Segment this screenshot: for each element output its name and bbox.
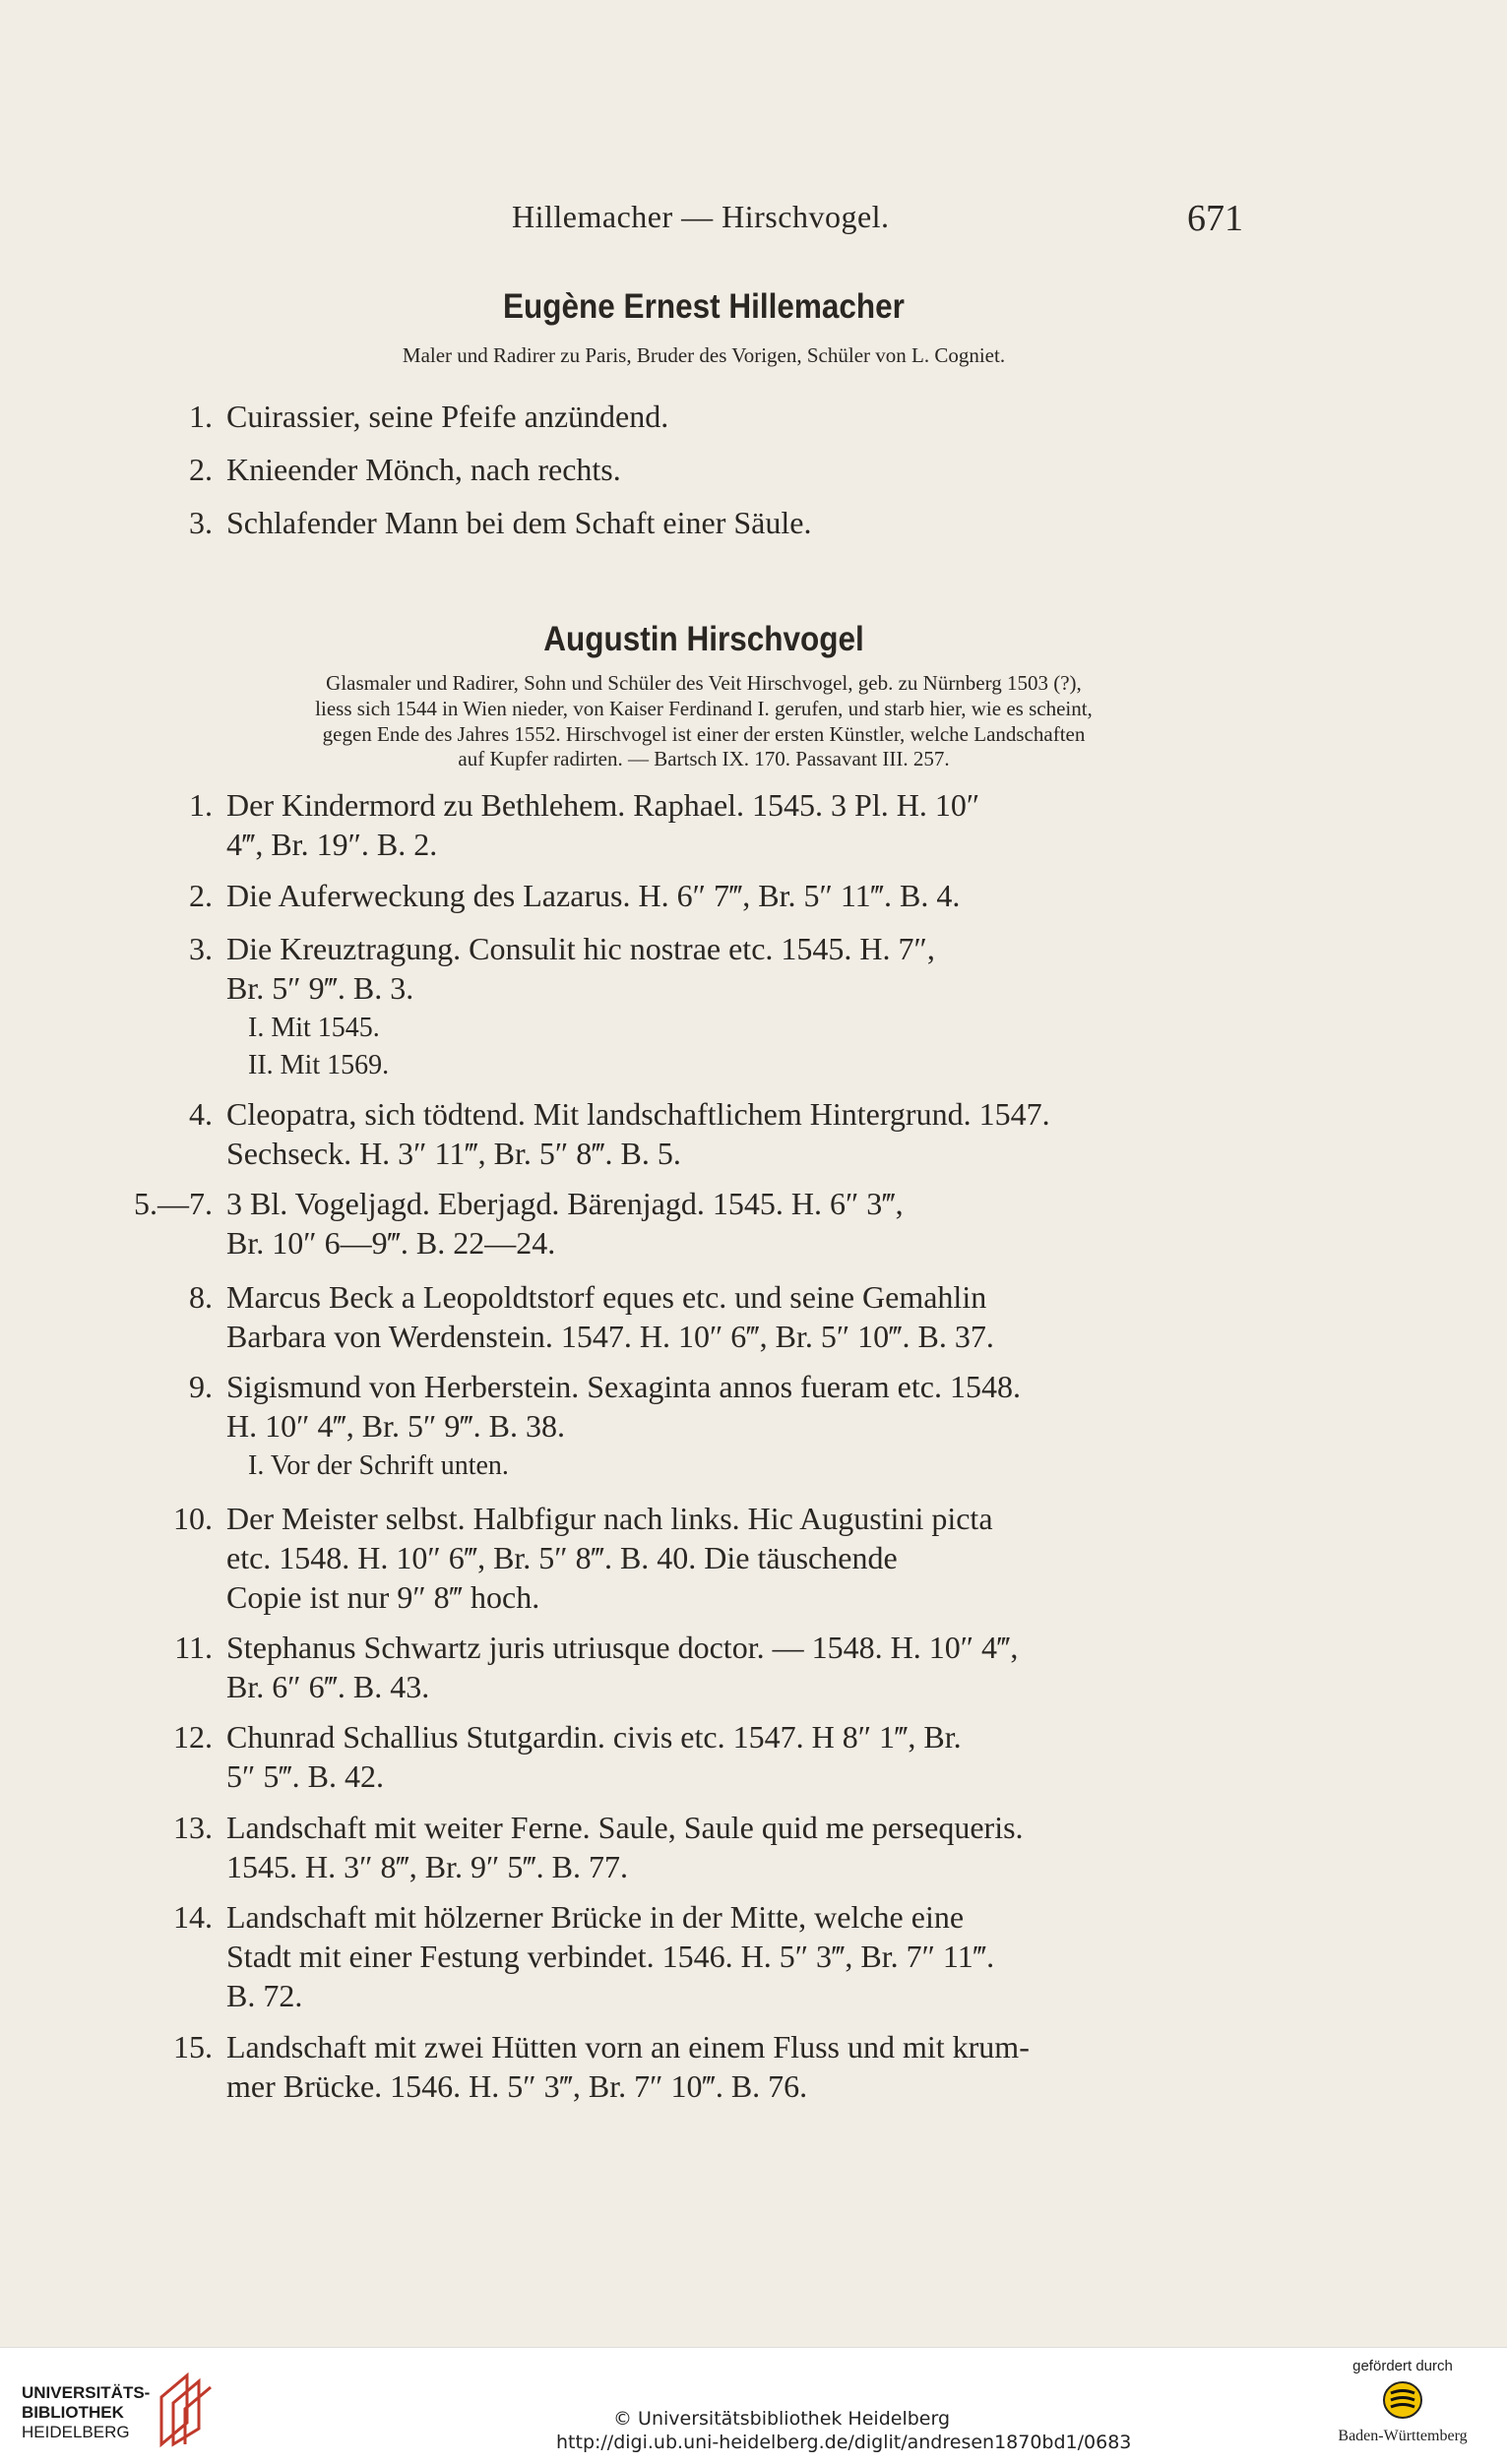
artist-description-hillemacher: Maler und Radirer zu Paris, Bruder des Vorigen, Schüler von L. Cogniet.	[402, 343, 1006, 367]
entry-number: 2.	[189, 452, 213, 487]
entry-number: 13.	[173, 1810, 213, 1845]
entry-number: 5.—7.	[134, 1186, 213, 1221]
state-crest-icon	[1381, 2378, 1424, 2422]
sponsor-block	[1324, 2358, 1481, 2445]
copyright-notice: © Universitätsbibliothek Heidelberg	[613, 2408, 951, 2430]
description-line: liess sich 1544 in Wien nieder, von Kaiser Ferdinand I. gerufen, und starb hier, wie es scheint,	[315, 697, 1093, 720]
entry-text-line: Der Meister selbst. Halbfigur nach links. Hic Augustini picta	[226, 1501, 993, 1536]
entry-text-line: Die Kreuztragung. Consulit hic nostrae etc. 1545. H. 7″,	[226, 931, 935, 966]
entry-text-line: Die Auferweckung des Lazarus. H. 6″ 7‴, Br. 5″ 11‴. B. 4.	[226, 878, 961, 913]
entry-text-line: Br. 5″ 9‴. B. 3.	[226, 970, 414, 1006]
entry-text-line: 4‴, Br. 19″. B. 2.	[226, 827, 438, 862]
library-logo-line-1: UNIVERSITÄTS-	[22, 2383, 151, 2402]
page-number: 671	[1187, 198, 1243, 239]
entry-number: 12.	[173, 1719, 213, 1755]
entry-text-line: B. 72.	[226, 1978, 303, 2013]
entry-text-line: Cleopatra, sich tödtend. Mit landschaftlichem Hintergrund. 1547.	[226, 1096, 1050, 1132]
description-line: Glasmaler und Radirer, Sohn und Schüler des Veit Hirschvogel, geb. zu Nürnberg 1503 (?),	[326, 671, 1082, 695]
entry-text-line: H. 10″ 4‴, Br. 5″ 9‴. B. 38.	[226, 1408, 565, 1444]
library-logo[interactable]	[20, 2362, 217, 2452]
sponsor-label: gefördert durch	[1352, 2358, 1453, 2374]
entry-text-line: Landschaft mit hölzerner Brücke in der Mitte, welche eine	[226, 1899, 965, 1935]
entry-text-line: Schlafender Mann bei dem Schaft einer Säule.	[226, 505, 812, 540]
entry-number: 14.	[173, 1899, 213, 1935]
entry-state-note: I. Vor der Schrift unten.	[248, 1450, 509, 1481]
entry-text-line: Br. 6″ 6‴. B. 43.	[226, 1669, 430, 1704]
entry-text-line: Stephanus Schwartz juris utriusque doctor. — 1548. H. 10″ 4‴,	[226, 1630, 1019, 1665]
description-line: auf Kupfer radirten. — Bartsch IX. 170. Passavant III. 257.	[458, 747, 950, 770]
entry-text-line: Chunrad Schallius Stutgardin. civis etc. 1547. H 8″ 1‴, Br.	[226, 1719, 962, 1755]
entry-text-line: Barbara von Werdenstein. 1547. H. 10″ 6‴, Br. 5″ 10‴. B. 37.	[226, 1319, 994, 1354]
entry-state-note: I. Mit 1545.	[248, 1013, 380, 1043]
entry-text-line: Sigismund von Herberstein. Sexaginta annos fueram etc. 1548.	[226, 1369, 1021, 1404]
entry-text-line: etc. 1548. H. 10″ 6‴, Br. 5″ 8‴. B. 40. Die täuschende	[226, 1540, 898, 1575]
entry-text-line: Knieender Mönch, nach rechts.	[226, 452, 621, 487]
entry-number: 3.	[189, 505, 213, 540]
entry-number: 3.	[189, 931, 213, 966]
entry-text-line: Br. 10″ 6—9‴. B. 22—24.	[226, 1225, 556, 1261]
library-logo-line-3: HEIDELBERG	[22, 2423, 130, 2441]
library-emblem-icon	[150, 2368, 219, 2448]
entry-text-line: Stadt mit einer Festung verbindet. 1546. H. 5″ 3‴, Br. 7″ 11‴.	[226, 1939, 995, 1974]
running-title: Hillemacher — Hirschvogel.	[512, 199, 890, 234]
sponsor-name: Baden-Württemberg	[1338, 2428, 1468, 2444]
entry-text-line: Marcus Beck a Leopoldtstorf eques etc. und seine Gemahlin	[226, 1279, 987, 1315]
entry-number: 11.	[174, 1630, 213, 1665]
entry-state-note: II. Mit 1569.	[248, 1050, 390, 1080]
library-logo-line-2: BIBLIOTHEK	[22, 2403, 124, 2422]
entry-number: 8.	[189, 1279, 213, 1315]
artist-heading-hirschvogel: Augustin Hirschvogel	[543, 620, 864, 658]
entry-number: 4.	[189, 1096, 213, 1132]
entry-text-line: Der Kindermord zu Bethlehem. Raphael. 1545. 3 Pl. H. 10″	[226, 787, 980, 823]
entry-number: 1.	[189, 399, 213, 434]
entry-number: 9.	[189, 1369, 213, 1404]
footer-bar	[0, 2347, 1507, 2464]
entry-text-line: 3 Bl. Vogeljagd. Eberjagd. Bärenjagd. 1545. H. 6″ 3‴,	[226, 1186, 904, 1221]
entry-text-line: 5″ 5‴. B. 42.	[226, 1758, 384, 1794]
entry-text-line: Landschaft mit zwei Hütten vorn an einem Fluss und mit krum-	[226, 2029, 1030, 2064]
description-line: gegen Ende des Jahres 1552. Hirschvogel ist einer der ersten Künstler, welche Landschaften	[322, 722, 1086, 746]
entry-number: 2.	[189, 878, 213, 913]
entry-text-line: mer Brücke. 1546. H. 5″ 3‴, Br. 7″ 10‴. B. 76.	[226, 2068, 808, 2104]
entry-text-line: Sechseck. H. 3″ 11‴, Br. 5″ 8‴. B. 5.	[226, 1136, 681, 1171]
entry-number: 10.	[173, 1501, 213, 1536]
entry-text-line: Landschaft mit weiter Ferne. Saule, Saule quid me persequeris.	[226, 1810, 1024, 1845]
entry-text-line: 1545. H. 3″ 8‴, Br. 9″ 5‴. B. 77.	[226, 1849, 628, 1884]
entry-number: 1.	[189, 787, 213, 823]
artist-heading-hillemacher: Eugène Ernest Hillemacher	[503, 287, 905, 326]
entry-text-line: Copie ist nur 9″ 8‴ hoch.	[226, 1579, 540, 1615]
permalink-url[interactable]: http://digi.ub.uni-heidelberg.de/diglit/andresen1870bd1/0683	[556, 2432, 1132, 2453]
entry-number: 15.	[173, 2029, 213, 2064]
entry-text-line: Cuirassier, seine Pfeife anzündend.	[226, 399, 669, 434]
